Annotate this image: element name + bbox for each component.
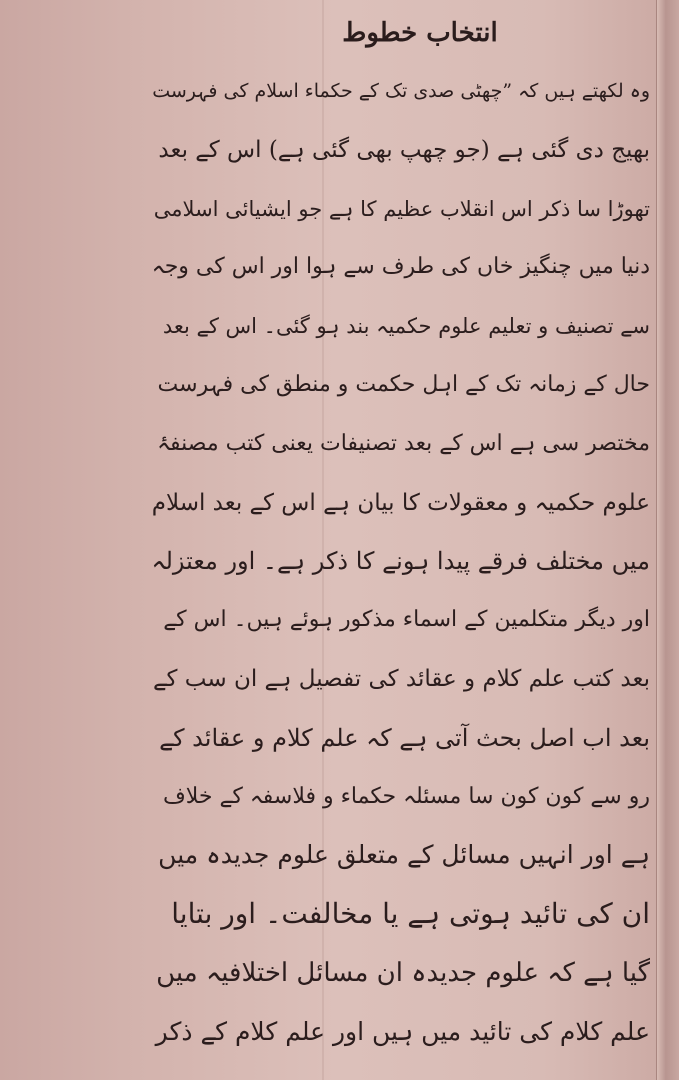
text-line: وہ لکھتے ہیں کہ ”چھٹی صدی تک کے حکماء اسلام کی فہرست: [152, 80, 650, 102]
text-line: تھوڑا سا ذکر اس انقلاب عظیم کا ہے جو ایشیائی اسلامی: [153, 196, 650, 221]
text-line: حال کے زمانہ تک کے اہل حکمت و منطق کی فہرست: [157, 371, 650, 397]
text-line: علوم حکمیہ و معقولات کا بیان ہے اس کے بعد اسلام: [151, 489, 650, 516]
text-line: بعد اب اصل بحث آتی ہے کہ علم کلام و عقائد کے: [159, 723, 650, 752]
text-line: اور دیگر متکلمین کے اسماء مذکور ہوئے ہیں۔ اس کے: [163, 607, 650, 633]
text-line: گیا ہے کہ علوم جدیدہ ان مسائل اختلافیہ میں: [156, 957, 650, 988]
handwritten-text-block: [150, 62, 650, 1062]
text-line: رو سے کون کون سا مسئلہ حکماء و فلاسفہ کے خلاف: [163, 783, 650, 809]
text-line: علم کلام کی تائید میں ہیں اور علم کلام کے ذکر: [155, 1016, 650, 1046]
text-line: ہے اور انہیں مسائل کے متعلق علوم جدیدہ میں: [158, 840, 650, 870]
text-line: بھیج دی گئی ہے (جو چھپ بھی گئی ہے) اس کے بعد: [158, 136, 650, 163]
text-line: ان کی تائید ہوتی ہے یا مخالفت۔ اور بتایا: [171, 897, 650, 931]
text-line: سے تصنیف و تعلیم علوم حکمیہ بند ہو گئی۔ اس کے بعد: [162, 314, 650, 339]
text-line: مختصر سی ہے اس کے بعد تصنیفات یعنی کتب مصنفۂ: [157, 430, 650, 456]
page-fold-edge: [656, 0, 679, 1080]
text-line: میں مختلف فرقے پیدا ہونے کا ذکر ہے۔ اور معتزلہ: [151, 547, 650, 576]
text-line: دنیا میں چنگیز خاں کی طرف سے ہوا اور اس کی وجہ: [151, 254, 650, 280]
page-heading: انتخاب خطوط: [342, 18, 498, 48]
text-line: بعد کتب علم کلام و عقائد کی تفصیل ہے ان سب کے: [153, 665, 650, 692]
